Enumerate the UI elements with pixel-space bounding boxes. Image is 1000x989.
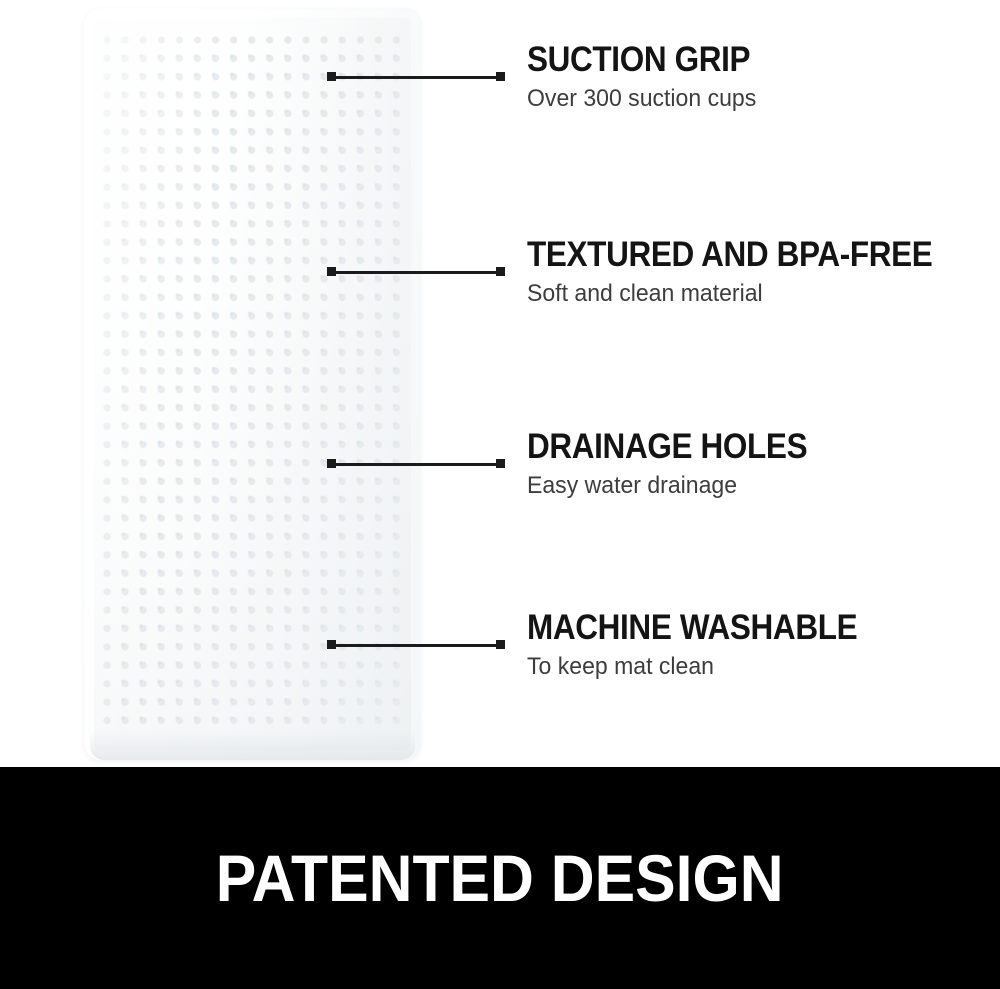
leader-line-icon	[333, 76, 499, 79]
callout-leader-line-1	[327, 71, 505, 83]
leader-end-dot-icon	[496, 459, 505, 468]
callout-title-2: TEXTURED AND BPA-FREE	[527, 235, 933, 274]
bottom-banner	[0, 767, 1000, 989]
leader-line-icon	[333, 644, 499, 647]
mat-suction-cup-texture	[110, 43, 400, 729]
callout-leader-line-2	[327, 266, 505, 278]
callout-subtitle-2: Soft and clean material	[527, 280, 763, 307]
callout-leader-line-4	[327, 639, 505, 651]
callout-text-block-4	[527, 609, 987, 681]
banner-title: PATENTED DESIGN	[216, 841, 784, 915]
callout-title-3: DRAINAGE HOLES	[527, 427, 808, 466]
mat-bottom-shadow	[90, 730, 415, 760]
callout-leader-line-3	[327, 458, 505, 470]
leader-line-icon	[333, 271, 499, 274]
callout-subtitle-1: Over 300 suction cups	[527, 85, 757, 112]
callout-text-block-2	[527, 236, 987, 308]
callout-text-block-1	[527, 41, 987, 113]
callout-subtitle-3: Easy water drainage	[527, 472, 738, 499]
leader-line-icon	[333, 463, 499, 466]
callout-title-4: MACHINE WASHABLE	[527, 608, 858, 647]
callout-subtitle-4: To keep mat clean	[527, 653, 714, 680]
leader-end-dot-icon	[496, 267, 505, 276]
callout-text-block-3	[527, 428, 987, 500]
callout-title-1: SUCTION GRIP	[527, 40, 751, 79]
leader-end-dot-icon	[496, 72, 505, 81]
leader-end-dot-icon	[496, 640, 505, 649]
